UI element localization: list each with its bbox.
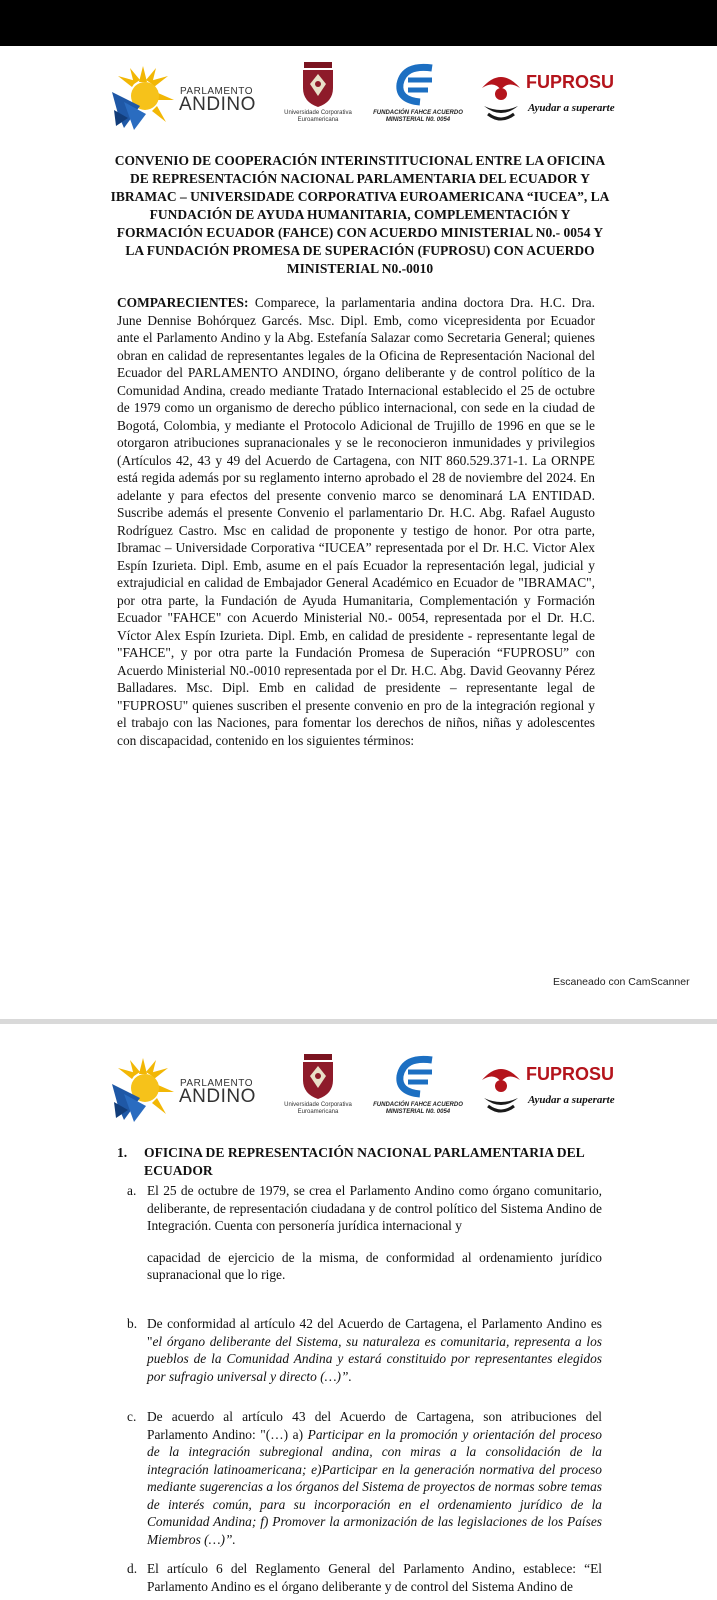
parlamento-label: PARLAMENTO (180, 86, 253, 97)
comparecientes-paragraph (117, 294, 595, 749)
universidade-corporativa-logo (278, 1052, 358, 1132)
parlamento-andino-logo (110, 60, 270, 140)
list-item-b (127, 1315, 602, 1385)
item-text: El artículo 6 del Reglamento General del Parlamento Andino, establece: “El Parlamento Andino es el órgano deliberante y de control del Sistema Andino de (147, 1561, 602, 1594)
item-letter: c. (127, 1409, 137, 1424)
item-letter: a. (127, 1183, 137, 1198)
item-text-plain: De acuerdo al artículo 43 del Acuerdo de Cartagena, son atribuciones del Parlamento Andino: "(…) a) (147, 1409, 602, 1442)
item-quote: Participar en la promoción y orientación del proceso de la integración subregional andina, con miras a la consolidación de la integración latinoamericana; e)Participar en la generación normativa del proceso mediante sugerencias a los órganos del Sistema de proyectos de normas sobre temas de interés común, para su incorporación en el ordenamiento jurídico de la Comunidad Andina; f) Promover la armonización de las legislaciones de los Países Miembros (…)”. (147, 1426, 602, 1547)
item-text-continued: capacidad de ejercicio de la misma, de conformidad al ordenamiento jurídico supranacional que lo rige. (147, 1249, 602, 1282)
agreement-title: CONVENIO DE COOPERACIÓN INTERINSTITUCIONAL ENTRE LA OFICINA DE REPRESENTACIÓN NACIONAL PARLAMENTARIA DEL ECUADOR Y IBRAMAC – UNIVERSIDADE CORPORATIVA EUROAMERICANA “IUCEA”, LA FUNDACIÓN DE AYUDA HUMANITARIA, COMPLEMENTACIÓN Y FORMACIÓN ECUADOR (FAHCE) CON ACUERDO MINISTERIAL N0.- 0054 Y LA FUNDACIÓN PROMESA DE SUPERACIÓN (FUPROSU) CON ACUERDO MINISTERIAL N0.-0010 (110, 153, 610, 276)
sun-emblem-icon (110, 1054, 176, 1124)
fuprosu-logo (478, 60, 628, 140)
fahce-logo (372, 1052, 462, 1132)
sun-emblem-icon (110, 62, 176, 132)
item-text: El 25 de octubre de 1979, se crea el Parlamento Andino como órgano comunitario, deliberante, de representación ciudadana y de control político del Sistema Andino de Integración. Cuenta con personería jurídica internacional y (147, 1183, 602, 1233)
fuprosu-label: FUPROSU (526, 1064, 615, 1084)
viewer-top-bar (0, 0, 717, 46)
fahce-logo (372, 60, 462, 140)
university-shield-icon (300, 1054, 336, 1100)
logo-header (110, 1052, 630, 1132)
comparecientes-text: Comparece, la parlamentaria andina doctora Dra. H.C. Dra. June Dennise Bohórquez Garcés. Msc. Dipl. Emb, como vicepresidenta por Ecuador ante el Parlamento Andino y la Abg. Estefanía Salazar como Secretaria General; quienes obran en calidad de representantes legales de la Oficina de Representación Nacional del Ecuador del PARLAMENTO ANDINO, órgano deliberante y de control político de la Comunidad Andina, creado mediante Tratado Internacional establecido el 25 de octubre de 1979 como un organismo de derecho público internacional, con sede en la ciudad de Bogotá, Colombia, y mediante el Protocolo Adicional de Trujillo de 1996 en que se le otorgaron atribuciones supranacionales y se le reconocieron inmunidades y privilegios (Artículos 42, 43 y 49 del Acuerdo de Cartagena, con NIT 860.529.371-1. La ORNPE está regida además por su reglamento interno aprobado el 28 de noviembre del 2024. En adelante y para efectos del presente convenio marco se denominará LA ENTIDAD. Suscribe además el presente Convenio el parlamentario Dr. H.C. Abg. Rafael Augusto Rodríguez Castro. Msc en calidad de proponente y testigo de honor. Por otra parte, Ibramac – Universidade Corporativa “IUCEA” representada por el Dr. H.C. Victor Alex Espín Izurieta. Dipl. Emb, asume en el país Ecuador la representación legal, judicial y extrajudicial en calidad de Embajador General Académico en Ecuador de "IBRAMAC", por otra parte, la Fundación de Ayuda Humanitaria, Complementación y Formación Ecuador "FAHCE" con Acuerdo Ministerial N0.- 0054, representada por el Dr. H.C. Víctor Alex Espín Izurieta. Dipl. Emb, en calidad de presidente - representante legal de "FAHCE", y por otra parte la Fundación Promesa de Superación “FUPROSU” con Acuerdo Ministerial N0.-0010 representada por el Dr. H.C. Abg. David Geovanny Pérez Balladares. Msc. Dipl. Emb en calidad de presidente – representante legal de "FUPROSU" quienes suscriben el presente convenio en pro de la integración regional y el trabajo con las Naciones, para fomentar los derechos de niños, niñas y adolescentes con discapacidad, contenido en los siguientes términos: (117, 295, 595, 748)
document-page-2 (0, 1024, 717, 1600)
item-quote: el órgano deliberante del Sistema, su naturaleza es comunitaria, representa a los pueblos de la Comunidad Andina y estará constituido por representantes elegidos por sufragio universal y directo (…)”. (147, 1333, 602, 1384)
list-item-a (127, 1182, 602, 1284)
andino-label: ANDINO (179, 94, 256, 115)
section-title: OFICINA DE REPRESENTACIÓN NACIONAL PARLAMENTARIA DEL ECUADOR (144, 1145, 584, 1178)
item-letter: b. (127, 1316, 138, 1331)
fahce-emblem-icon (392, 62, 442, 108)
list-item-c (127, 1408, 602, 1548)
list-item-d (127, 1560, 602, 1595)
universidade-label: Universidade Corporativa Euroamericana (284, 110, 352, 123)
fuprosu-logo (478, 1052, 628, 1132)
document-page-1 (0, 46, 717, 1019)
andino-label: ANDINO (179, 1086, 256, 1107)
fuprosu-slogan: Ayudar a superarte (528, 102, 615, 114)
fuprosu-slogan: Ayudar a superarte (528, 1094, 615, 1106)
logo-header (110, 60, 630, 140)
universidade-corporativa-logo (278, 60, 358, 140)
fuprosu-label: FUPROSU (526, 72, 615, 92)
item-letter: d. (127, 1561, 138, 1576)
universidade-label: Universidade Corporativa Euroamericana (284, 1102, 352, 1115)
fahce-label: FUNDACIÓN FAHCE ACUERDO MINISTERIAL N0. 0054 (373, 110, 463, 123)
parlamento-andino-logo (110, 1052, 270, 1132)
item-text (147, 1408, 602, 1548)
fuprosu-emblem-icon (478, 66, 524, 126)
item-text (147, 1315, 602, 1385)
comparecientes-label: COMPARECIENTES: (117, 295, 249, 310)
fuprosu-emblem-icon (478, 1058, 524, 1118)
section-number: 1. (117, 1145, 128, 1160)
parlamento-label: PARLAMENTO (180, 1078, 253, 1089)
fahce-label: FUNDACIÓN FAHCE ACUERDO MINISTERIAL N0. 0054 (373, 1102, 463, 1115)
camscanner-watermark: Escaneado con CamScanner (553, 976, 690, 988)
fahce-emblem-icon (392, 1054, 442, 1100)
item-text-plain: De conformidad al artículo 42 del Acuerdo de Cartagena, el Parlamento Andino es " (147, 1316, 602, 1349)
section-heading (117, 1144, 617, 1180)
university-shield-icon (300, 62, 336, 108)
